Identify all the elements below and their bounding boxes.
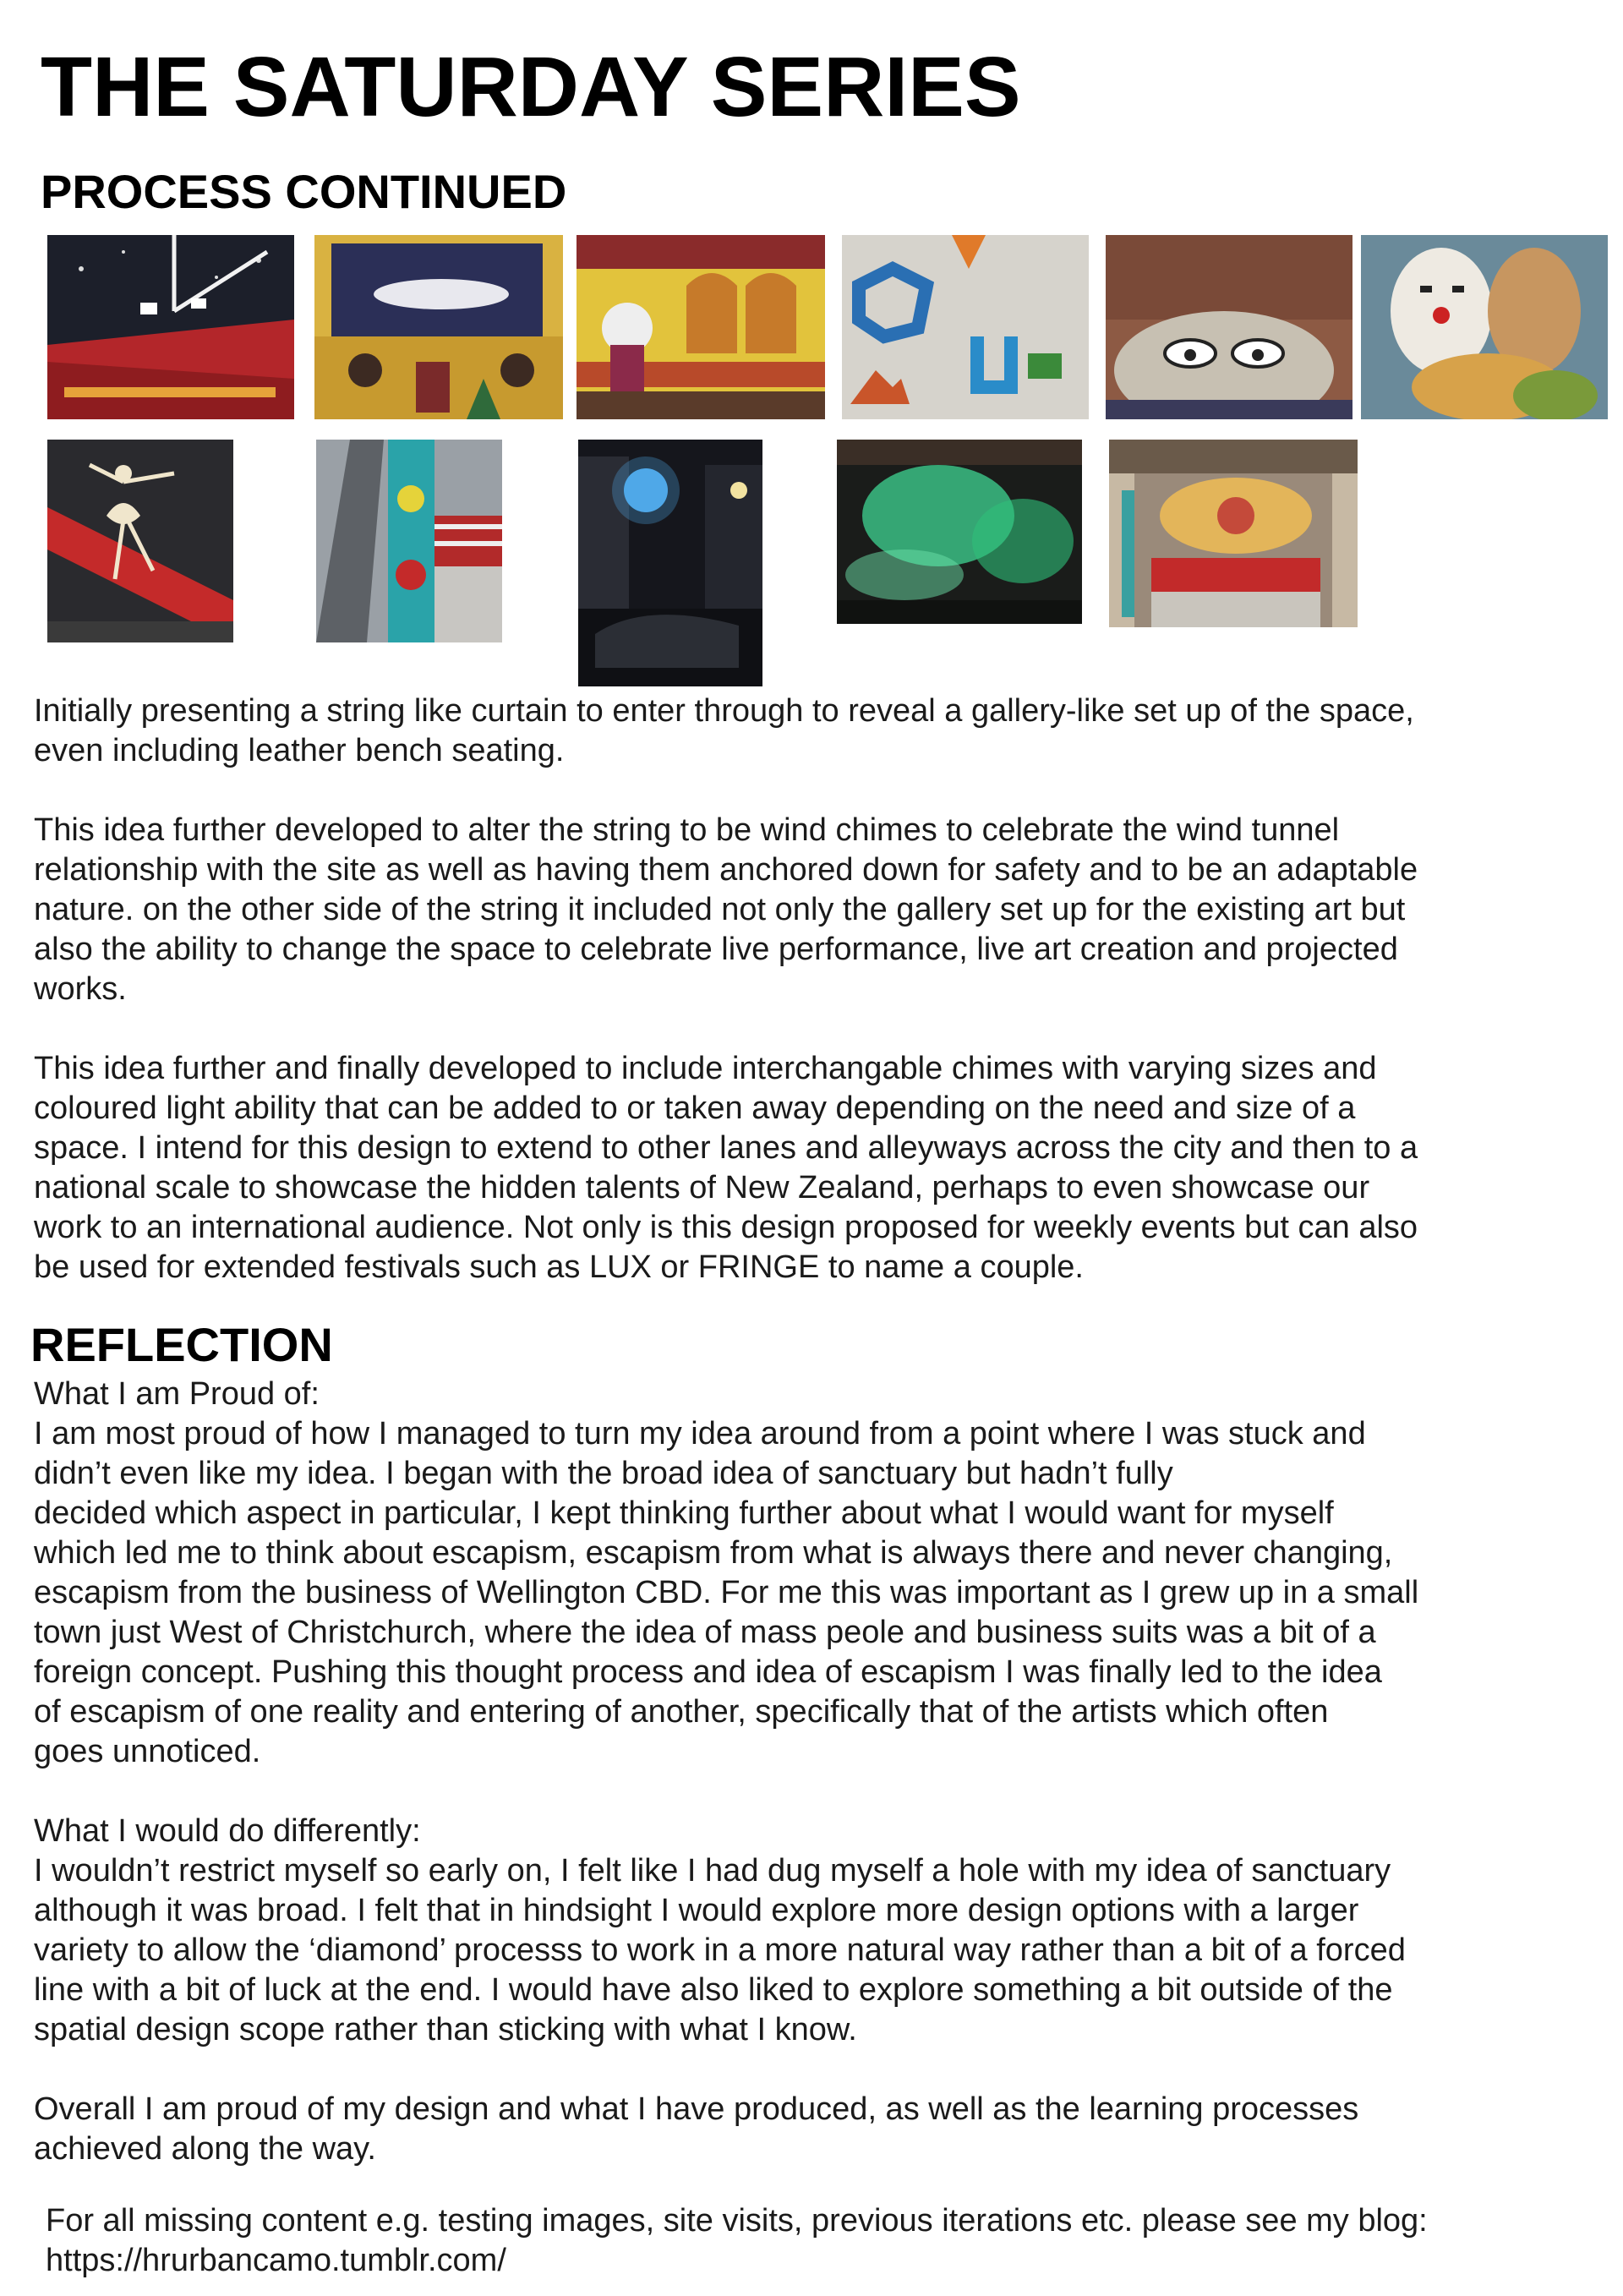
- reflection-text: [34, 1375, 1522, 2169]
- photo-mural-totem-pole: [316, 440, 502, 642]
- photo-mural-red-tangata: [47, 235, 294, 419]
- page-title: THE SATURDAY SERIES: [41, 40, 1021, 134]
- photo-mural-blue-shapes: [842, 235, 1089, 419]
- photo-mural-figures-yellow: [314, 235, 563, 419]
- footer-note: [46, 2201, 1533, 2281]
- overall-paragraph: Overall I am proud of my design and what I have produced, as well as the learning processes achieved along the way.: [34, 2091, 1359, 2167]
- different-label: What I would do differently:: [34, 1813, 421, 1849]
- process-paragraph-2: This idea further developed to alter the string to be wind chimes to celebrate the wind tunnel relationship with the site as well as having them anchored down for safety and to be an adaptable nature. on the other side of the string it included not only the gallery set up for the existing art but also the ability to change the space to celebrate live performance, live art creation and projected works.: [34, 812, 1418, 1007]
- proud-paragraph: I am most proud of how I managed to turn my idea around from a point where I was stuck and didn’t even like my idea. I began with the broad idea of sanctuary but hadn’t fully decided which aspect in particular, I kept thinking further about what I would want for myself which led me to think about escapism, escapism from what is always there and never changing, escapism from the business of Wellington CBD. For me this was important as I grew up in a small town just West of Christchurch, where the idea of mass peole and business suits was a bit of a foreign concept. Pushing this thought process and idea of escapism I was finally led to the idea of escapism of one reality and entering of another, specifically that of the artists which often goes unnoticed.: [34, 1416, 1419, 1769]
- process-text: [34, 692, 1522, 1287]
- photo-mural-red-fence: [1109, 440, 1358, 627]
- blog-link[interactable]: https://hrurbancamo.tumblr.com/: [46, 2243, 506, 2278]
- section-title-reflection: REFLECTION: [30, 1318, 333, 1371]
- photo-mural-ballerina: [47, 440, 233, 642]
- photo-mural-arches-yellow: [577, 235, 825, 419]
- different-paragraph: I wouldn’t restrict myself so early on, I felt like I had dug myself a hole with my idea of sanctuary although it was broad. I felt that in hindsight I would explore more design options with a larger variety to allow the ‘diamond’ processs to work in a more natural way rather than a bit of a forced line with a bit of luck at the end. I would have also liked to explore something a bit outside of the spatial design scope rather than sticking with what I know.: [34, 1853, 1406, 2047]
- footer-note-text: For all missing content e.g. testing images, site visits, previous iterations etc. please see my blog:: [46, 2203, 1428, 2239]
- photo-mural-brick-creature: [1106, 235, 1352, 419]
- section-title-process: PROCESS CONTINUED: [41, 165, 567, 218]
- proud-label: What I am Proud of:: [34, 1376, 320, 1412]
- process-paragraph-1: Initially presenting a string like curtain to enter through to reveal a gallery-like set up of the space, even including leather bench seating.: [34, 693, 1414, 768]
- process-paragraph-3: This idea further and finally developed to include interchangable chimes with varying sizes and coloured light ability that can be added to or taken away depending on the need and size of a space. I intend for this design to extend to other lanes and alleyways across the city and then to a national scale to showcase the hidden talents of New Zealand, perhaps to even showcase our work to an international audience. Not only is this design proposed for weekly events but can also be used for extended festivals such as LUX or FRINGE to name a couple.: [34, 1051, 1418, 1285]
- photo-projected-green-light: [837, 440, 1082, 624]
- photo-mural-clown-faces: [1361, 235, 1608, 419]
- photo-night-blue-light: [578, 440, 762, 686]
